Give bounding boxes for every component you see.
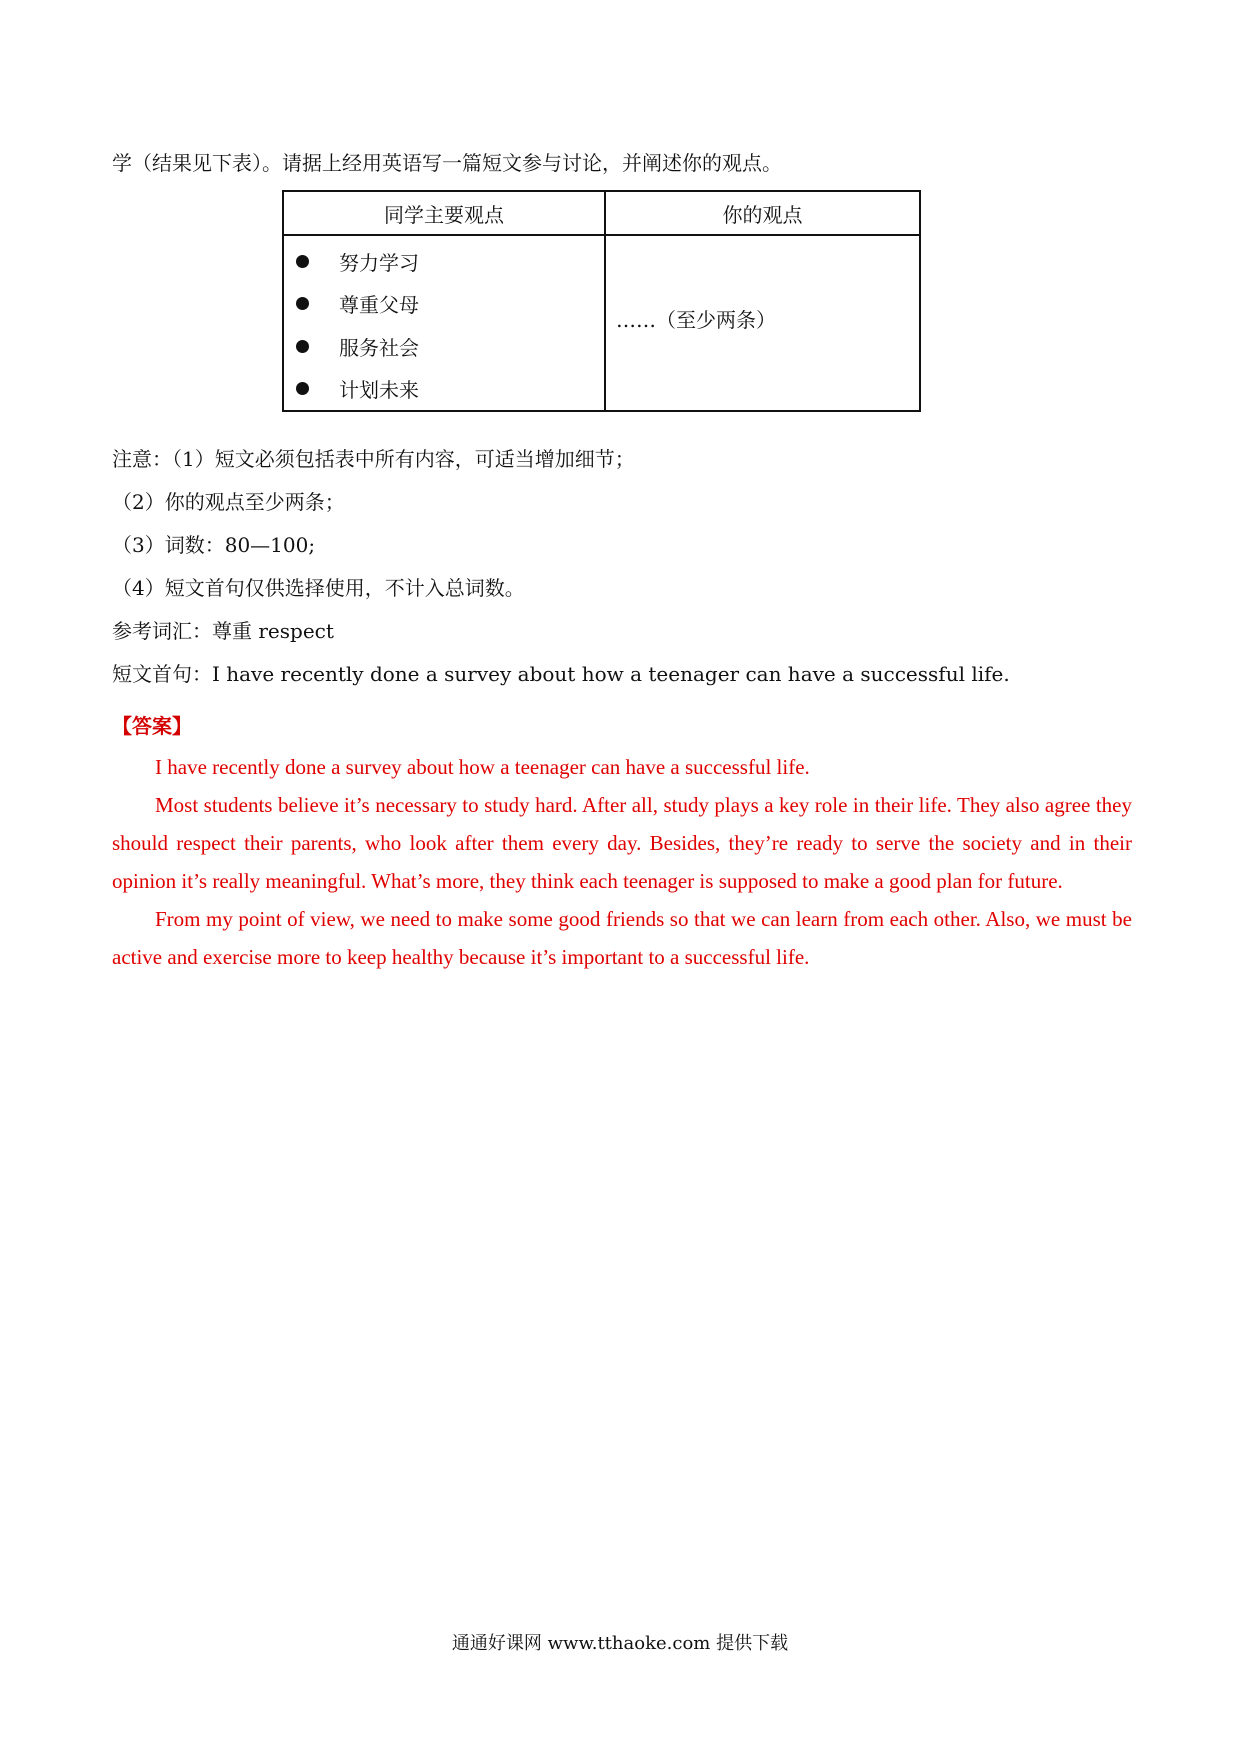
list-item-label: 努力学习 [339, 250, 419, 275]
list-item-label: 服务社会 [339, 335, 419, 360]
first-sentence: 短文首句：I have recently done a survey about how a teenager can have a successful life. [112, 662, 1010, 686]
list-item [284, 283, 604, 326]
note-3: （3）词数：80—100; [112, 533, 316, 557]
essay-paragraph-1: I have recently done a survey about how a teenager can have a successful life. [155, 755, 810, 779]
intro-text: 学（结果见下表）。请据上经用英语写一篇短文参与讨论，并阐述你的观点。 [112, 151, 782, 175]
survey-table [282, 190, 921, 412]
header-your-views: 你的观点 [605, 191, 920, 235]
list-item [284, 325, 604, 368]
bullet-icon [296, 340, 309, 353]
list-item [284, 368, 604, 411]
header-classmates-views: 同学主要观点 [283, 191, 605, 235]
answer-heading: 【答案】 [112, 714, 192, 738]
list-item-label: 尊重父母 [339, 293, 419, 318]
bullet-list [284, 240, 604, 410]
bullet-icon [296, 255, 309, 268]
note-4: （4）短文首句仅供选择使用，不计入总词数。 [112, 576, 525, 600]
bullet-icon [296, 382, 309, 395]
your-views-cell: ……（至少两条） [605, 235, 920, 411]
bullet-icon [296, 297, 309, 310]
classmates-views-cell [283, 235, 605, 411]
note-1: 注意：（1）短文必须包括表中所有内容，可适当增加细节； [112, 447, 635, 471]
list-item-label: 计划未来 [339, 378, 419, 403]
essay-paragraph-3: From my point of view, we need to make some good friends so that we can learn from each other. Also, we must be active and exercise more to keep healthy because it’s important to a successful life. [112, 907, 1132, 969]
list-item [284, 240, 604, 283]
note-2: （2）你的观点至少两条； [112, 490, 345, 514]
table-header-row [283, 191, 920, 235]
page-footer: 通通好课网 www.tthaoke.com 提供下载 [451, 1633, 789, 1654]
essay-paragraph-2: Most students believe it’s necessary to study hard. After all, study plays a key role in their life. They also agree they should respect their parents, who look after them every day. Besides, they’re ready to serve the society and in their opinion it’s really meaningful. What’s more, they think each teenager is supposed to make a good plan for future. [112, 793, 1132, 893]
answer-essay [112, 748, 1132, 976]
table-body-row [283, 235, 920, 411]
reference-vocabulary: 参考词汇：尊重 respect [112, 619, 334, 643]
